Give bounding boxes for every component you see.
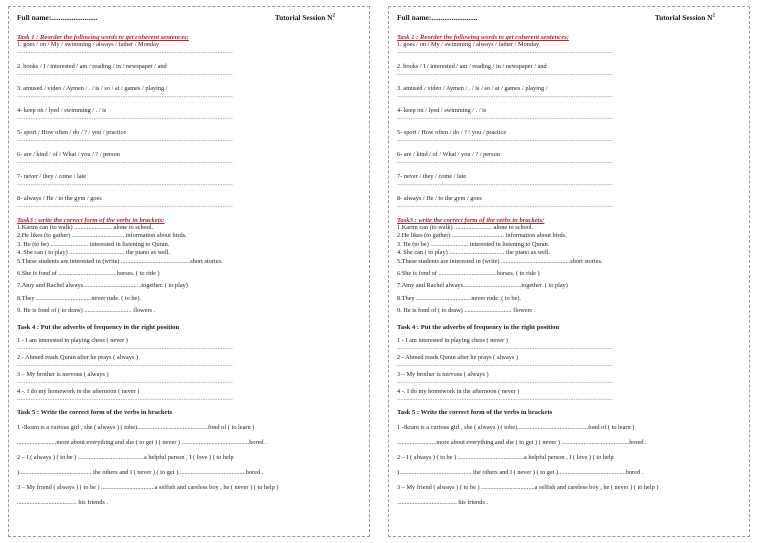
task4-item: 3 – My brother is nervous ( always ) ............................................................................................................................... [397, 370, 613, 385]
task3-item: 9. He is fond of ( to draw) .............................. flowers . [17, 307, 156, 315]
task3-item: 2.He likes (to gather) ................................. information about birds. [17, 232, 187, 240]
task1-item: 8- always / He / to the gym / goes ............................................................................................................................... [17, 195, 233, 209]
task4-title: Task 4 : Put the adverbs of frequency in the right position [17, 323, 180, 331]
task3-item: 5.These students are interested in (write) ............................................short stories. [17, 257, 223, 265]
task5-line: ).............................................. the others and I ( never ) ( to get )...........................................bored . [397, 468, 644, 476]
task3-section [17, 217, 363, 316]
task3-item: 1.Karim can (to walk) ........................ alone to school. [17, 224, 154, 231]
task3-item: 4. She can ( to play) ................................... the piano as well. [397, 249, 551, 257]
task4-item: 3 – My brother is nervous ( always ) ............................................................................................................................... [17, 370, 233, 385]
task3-item: 4. She can ( to play) ................................... the piano as well. [17, 249, 171, 257]
task1-item: 6- are / kind / of / What / you / ? / person ............................................................................................................................... [17, 151, 233, 165]
task4-item: 1 - I am interested in playing chess ( never ) ............................................................................................................................... [397, 336, 613, 351]
task3-item: 7.Amy and Rachel always.....................................together. ( to play) [17, 282, 188, 290]
task3-section [397, 217, 743, 316]
task3-item: 8.They ...................................never rude. ( to be). [17, 294, 141, 302]
task3-title: Task3 : write the correct form of the verbs in brackets: [397, 217, 545, 224]
task3-item: 3. He (to be) ........................ interested in listening to Quran. [397, 240, 550, 248]
task5-title: Task 5 : Write the correct form of the verbs in brackets [17, 408, 173, 416]
task1-section [397, 34, 743, 217]
task4-item: 4 -. I do my homework in the afternoon ( never ) ............................................................................................................................... [397, 387, 613, 402]
task3-item: 5.These students are interested in (write) ............................................short stories. [397, 257, 603, 265]
task1-item: 1. goes / on / My / swimming / always / father / Monday ............................................................................................................................... [17, 41, 233, 55]
task5-section [17, 409, 363, 507]
worksheet-header [397, 13, 743, 27]
task1-item: 2. books / I / interested / am / reading / in / newspaper / and ............................................................................................................................... [397, 63, 613, 77]
task1-section [17, 34, 363, 217]
task4-item: 4 -. I do my homework in the afternoon ( never ) ............................................................................................................................... [17, 387, 233, 402]
task5-line: ).............................................. the others and I ( never ) ( to get )...........................................bored . [17, 468, 264, 476]
task5-line: ...................................... his friends . [397, 498, 488, 506]
task4-title: Task 4 : Put the adverbs of frequency in the right position [397, 323, 560, 331]
task1-title: Task 1 : Reorder the following words to get coherent sentences: [17, 34, 189, 41]
task5-line: 2 – I ( always ) ( to be ) ..........................................a helpful person , I ( love ) ( to help [17, 453, 234, 461]
task4-item: 2 - Ahmed reads Quran after he prays ( always ) ............................................................................................................................... [397, 353, 613, 368]
task1-item: 5- sport / How often / do / ? / you / practice ............................................................................................................................... [397, 129, 613, 143]
full-name-field: Full name:......................... [397, 13, 478, 22]
task5-line: 1 -Ikram is a curious girl , she ( always ) ( tobe).............................................fond of ( to learn ) [17, 423, 255, 431]
task1-item: 7- never / they / come / late ............................................................................................................................... [397, 173, 613, 187]
tutorial-session-label: Tutorial Session $N^2$ [654, 13, 715, 22]
task1-item: 4- keep on / lyed / swimming / . / is ............................................................................................................................... [17, 107, 233, 121]
full-name-field: Full name:......................... [17, 13, 98, 22]
worksheet-left [8, 6, 370, 537]
task1-item: 7- never / they / come / late ............................................................................................................................... [17, 173, 233, 187]
task1-item: 5- sport / How often / do / ? / you / practice ............................................................................................................................... [17, 129, 233, 143]
task5-line: 1 -Ikram is a curious girl , she ( always ) ( tobe).............................................fond of ( to learn ) [397, 423, 635, 431]
task5-title: Task 5 : Write the correct form of the verbs in brackets [397, 408, 553, 416]
task3-title: Task3 : write the correct form of the verbs in brackets: [17, 217, 165, 224]
task5-line: .........................more about everything and she ( to get ) ( never ) ...........................................bored . [397, 438, 647, 446]
task3-item: 3. He (to be) ........................ interested in listening to Quran. [17, 240, 170, 248]
task1-item: 6- are / kind / of / What / you / ? / person ............................................................................................................................... [397, 151, 613, 165]
task1-item: 1. goes / on / My / swimming / always / father / Monday ............................................................................................................................... [397, 41, 613, 55]
task1-item: 3. amused / video / Aymen / . / is / so / at / games / playing / ............................................................................................................................... [17, 85, 233, 99]
task3-item: 9. He is fond of ( to draw) .............................. flowers . [397, 307, 536, 315]
task5-line: 3 – My friend ( always ) ( to be ) ..................................a selfish and careless boy , he ( never ) ( to help ) [397, 483, 659, 491]
task5-section [397, 409, 743, 507]
task3-item: 7.Amy and Rachel always.....................................together. ( to play) [397, 282, 568, 290]
task4-item: 1 - I am interested in playing chess ( never ) ............................................................................................................................... [17, 336, 233, 351]
task1-item: 8- always / He / to the gym / goes ............................................................................................................................... [397, 195, 613, 209]
task1-item: 2. books / I / interested / am / reading / in / newspaper / and ............................................................................................................................... [17, 63, 233, 77]
task1-item: 4- keep on / lyed / swimming / . / is ............................................................................................................................... [397, 107, 613, 121]
task3-item: 8.They ...................................never rude. ( to be). [397, 294, 521, 302]
task1-title: Task 1 : Reorder the following words to get coherent sentences: [397, 34, 569, 41]
task4-section [397, 324, 743, 405]
task4-item: 2 - Ahmed reads Quran after he prays ( always ) ............................................................................................................................... [17, 353, 233, 368]
task5-line: 2 – I ( always ) ( to be ) ..........................................a helpful person , I ( love ) ( to help [397, 453, 614, 461]
task3-item: 6.She is fond of .....................................horses. ( to ride ) [397, 270, 540, 278]
task3-item: 1.Karim can (to walk) ........................ alone to school. [397, 224, 534, 231]
task5-line: ...................................... his friends . [17, 498, 108, 506]
task3-item: 6.She is fond of .....................................horses. ( to ride ) [17, 270, 160, 278]
tutorial-session-label: Tutorial Session $N^2$ [274, 13, 335, 22]
task4-section [17, 324, 363, 405]
task1-item: 3. amused / video / Aymen / . / is / so / at / games / playing / ............................................................................................................................... [397, 85, 613, 99]
task5-line: 3 – My friend ( always ) ( to be ) ..................................a selfish and careless boy , he ( never ) ( to help ) [17, 483, 279, 491]
worksheet-right [388, 6, 750, 537]
task5-line: .........................more about everything and she ( to get ) ( never ) ...........................................bored . [17, 438, 267, 446]
worksheet-header [17, 13, 363, 27]
task3-item: 2.He likes (to gather) ................................. information about birds. [397, 232, 567, 240]
